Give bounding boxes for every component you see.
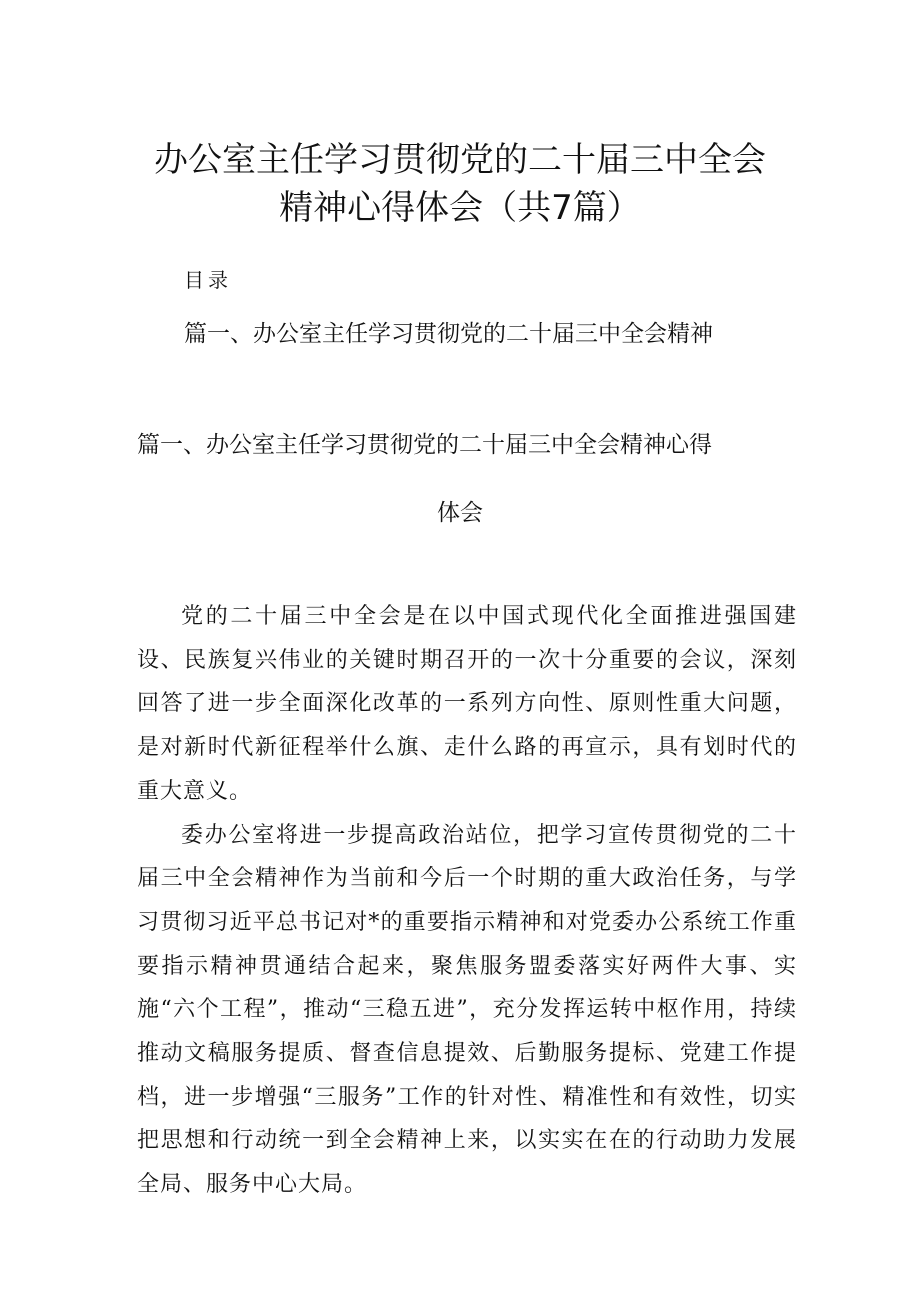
section-title-line-1: 篇一、办公室主任学习贯彻党的二十届三中全会精神心得 [137, 432, 712, 458]
section-title-line-2: 体会 [437, 500, 483, 526]
toc-item[interactable]: 篇一、办公室主任学习贯彻党的二十届三中全会精神 [184, 321, 713, 347]
document-title-line-1: 办公室主任学习贯彻党的二十届三中全会 [154, 140, 766, 180]
document-title-line-2: 精神心得体会（共7篇） [279, 188, 641, 228]
paragraph-2: 委办公室将进一步提高政治站位，把学习宣传贯彻党的二十届三中全会精神作为当前和今后一个时期的重大政治任务，与学习贯彻习近平总书记对*的重要指示精神和对党委办公系统工作重要指示精神贯通结合起来，聚焦服务盟委落实好两件大事、实施“六个工程”，推动“三稳五进”，充分发挥运转中枢作用，持续推动文稿服务提质、督查信息提效、后勤服务提标、党建工作提档，进一步增强“三服务”工作的针对性、精准性和有效性，切实把思想和行动统一到全会精神上来，以实实在在的行动助力发展全局、服务中心大局。 [137, 822, 797, 1198]
body-text [137, 595, 797, 1207]
toc-label: 目录 [184, 268, 232, 292]
paragraph-1: 党的二十届三中全会是在以中国式现代化全面推进强国建设、民族复兴伟业的关键时期召开的一次十分重要的会议，深刻回答了进一步全面深化改革的一系列方向性、原则性重大问题，是对新时代新征程举什么旗、走什么路的再宣示，具有划时代的重大意义。 [137, 604, 797, 804]
